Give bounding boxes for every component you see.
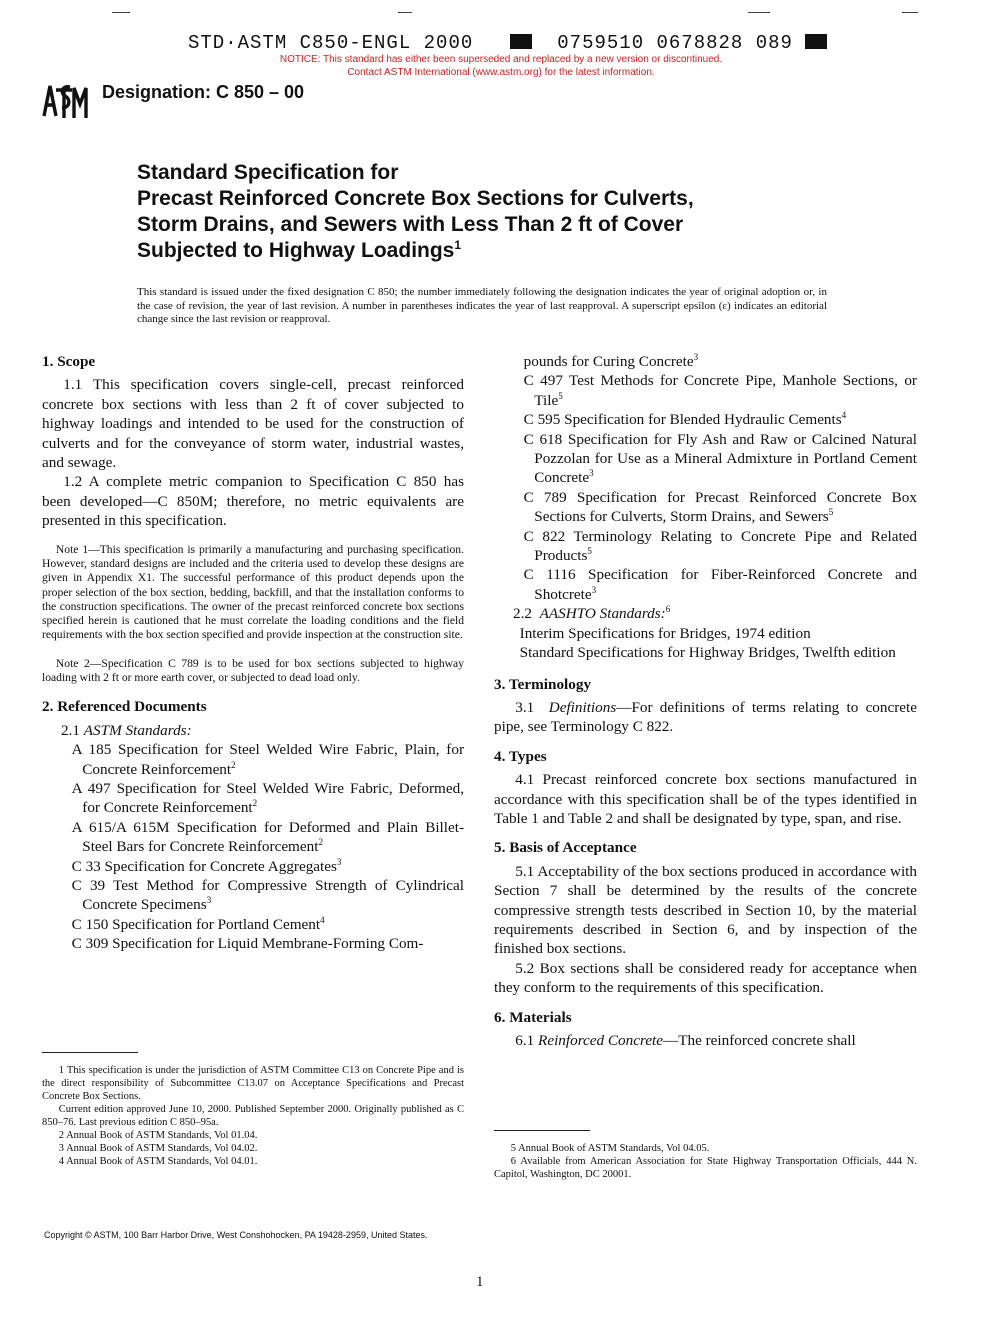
footnote-mark: 5 bbox=[828, 507, 834, 518]
section-heading: 1. Scope bbox=[42, 353, 96, 370]
footnote: 2 Annual Book of ASTM Standards, Vol 01.04. bbox=[58, 1130, 258, 1141]
footnote-mark: 3 bbox=[591, 584, 597, 595]
reference-item bbox=[513, 488, 917, 527]
footnote-mark: 3 bbox=[336, 856, 342, 867]
subsection-title: ASTM Standards: bbox=[83, 721, 192, 739]
footnote-mark: 5 bbox=[558, 390, 563, 401]
right-column bbox=[494, 352, 917, 1050]
paragraph-text: —For definitions of terms relating to concrete pipe, see Terminology C 822. bbox=[494, 698, 917, 736]
section-heading: 2. Referenced Documents bbox=[42, 698, 207, 716]
subsection-title: AASHTO Standards: bbox=[539, 605, 666, 623]
reference-text: C 789 Specification for Precast Reinforced Concrete Box Sections for Culverts, Storm Drains, and Sewers bbox=[523, 488, 917, 526]
paragraph: 1.2 A complete metric companion to Specification C 850 has been developed—C 850M; therefore, no metric equivalents are presented in this specification. bbox=[42, 473, 464, 530]
footnote-mark: 3 bbox=[693, 352, 699, 362]
section-heading: 5. Basis of Acceptance bbox=[494, 839, 637, 857]
footnote-mark: 3 bbox=[589, 468, 594, 479]
footnote: 6 Available from American Association for State Highway Transportation Officials, 444 N. Capitol, Washington, DC 20001. bbox=[494, 1156, 917, 1180]
scan-mark bbox=[398, 12, 412, 13]
paragraph bbox=[494, 1031, 917, 1050]
paragraph: 5.2 Box sections shall be considered ready for acceptance when they conform to the requirements of this specification. bbox=[494, 959, 917, 997]
reference-item bbox=[61, 818, 464, 857]
reference-item bbox=[513, 430, 917, 488]
footnote: 1 This specification is under the jurisdiction of ASTM Committee C13 on Concrete Pipe and is the direct responsibility of Subcommittee C13.07 on Acceptance Specifications and Precast Concrete Box Sections. bbox=[42, 1065, 464, 1102]
section-heading: 3. Terminology bbox=[494, 675, 592, 693]
reference-item bbox=[61, 779, 464, 818]
section-heading: 4. Types bbox=[494, 747, 547, 765]
reference-item bbox=[61, 740, 464, 779]
paragraph: 4.1 Precast reinforced concrete box sections manufactured in accordance with this specification shall be of the types identified in Table 1 and Table 2 and shall be designated by type, span, and rise. bbox=[494, 771, 917, 827]
footnote-rule bbox=[494, 1130, 590, 1131]
reference-text: A 615/A 615M Specification for Deformed and Plain Billet-Steel Bars for Concrete Reinforcement bbox=[71, 818, 464, 856]
reference-item bbox=[61, 857, 464, 876]
footnotes-right bbox=[494, 1142, 917, 1181]
subsection-heading bbox=[513, 604, 917, 623]
footnote: Current edition approved June 10, 2000. Published September 2000. Originally published as C 850–76. Last previous edition C 850–95a. bbox=[42, 1104, 464, 1128]
black-bar bbox=[510, 34, 532, 49]
footnote-mark: 6 bbox=[665, 604, 671, 615]
reference-text: A 497 Specification for Steel Welded Wire Fabric, Deformed, for Concrete Reinforcement bbox=[71, 779, 464, 817]
footnote-mark: 5 bbox=[587, 546, 592, 557]
reference-text: C 309 Specification for Liquid Membrane-Forming Com- bbox=[71, 935, 424, 953]
footnotes-left bbox=[42, 1064, 464, 1168]
black-bar bbox=[805, 34, 827, 49]
paragraph: 1.1 This specification covers single-cell, precast reinforced concrete box sections with less than 2 ft of cover subjected to highway loadings and intended to be used for the construction of culverts and for the conveyance of storm water, industrial wastes, and sewage. bbox=[42, 376, 464, 472]
subsection-number: 2.2 bbox=[513, 605, 532, 623]
reference-item bbox=[513, 410, 917, 429]
reference-item bbox=[61, 915, 464, 934]
title-line bbox=[137, 238, 837, 264]
defined-term: Definitions bbox=[548, 698, 617, 716]
page-number: 1 bbox=[476, 1274, 484, 1290]
reference-list bbox=[494, 352, 917, 604]
reference-text: C 822 Terminology Relating to Concrete Pipe and Related Products bbox=[523, 527, 917, 565]
document-title bbox=[137, 160, 837, 264]
intro-paragraph: This standard is issued under the fixed designation C 850; the number immediately following the designation indicates the year of original adoption or, in the case of revision, the year of last revision. A number in parentheses indicates the year of last reapproval. A superscript epsilon (ε) indicates an editorial change since the last revision or reapproval. bbox=[137, 286, 827, 325]
paragraph: 5.1 Acceptability of the box sections produced in accordance with Section 7 shall be determined by the results of the concrete compressive strength tests described in Section 10, by the material requirements described in Section 6, and by inspection of the finished box sections. bbox=[494, 862, 917, 958]
subsection-heading bbox=[61, 721, 464, 740]
std-code: 0759510 0678828 089 bbox=[557, 32, 793, 54]
reference-text: C 497 Test Methods for Concrete Pipe, Manhole Sections, or Tile bbox=[523, 372, 917, 409]
reference-item bbox=[513, 352, 917, 371]
designation: Designation: C 850 – 00 bbox=[102, 82, 305, 102]
footnote-mark: 4 bbox=[320, 914, 325, 925]
footnote-mark: 4 bbox=[841, 410, 847, 421]
reference-item bbox=[61, 934, 464, 953]
title-line: Standard Specification for bbox=[137, 161, 399, 184]
standard-header-line bbox=[188, 32, 827, 54]
reference-item bbox=[513, 371, 917, 410]
footnote-mark: 3 bbox=[206, 895, 212, 906]
footnote-mark: 2 bbox=[318, 837, 323, 848]
notice-line-2: Contact ASTM International (www.astm.org) for the latest information. bbox=[347, 67, 655, 78]
title-footnote-mark: 1 bbox=[454, 238, 462, 252]
copyright-line: Copyright © ASTM, 100 Barr Harbor Drive, West Conshohocken, PA 19428-2959, United States. bbox=[44, 1230, 428, 1240]
title-line: Storm Drains, and Sewers with Less Than 2 ft of Cover bbox=[137, 213, 684, 236]
footnote-rule bbox=[42, 1052, 138, 1053]
reference-text: C 1116 Specification for Fiber-Reinforced Concrete and Shotcrete bbox=[523, 566, 917, 603]
reference-text: C 150 Specification for Portland Cement bbox=[71, 915, 321, 933]
paragraph bbox=[494, 698, 917, 737]
astm-logo-icon bbox=[40, 78, 88, 122]
reference-text: C 618 Specification for Fly Ash and Raw or Calcined Natural Pozzolan for Use as a Mineral Admixture in Portland Cement Concrete bbox=[523, 430, 917, 487]
paragraph-text: —The reinforced concrete shall bbox=[663, 1032, 856, 1049]
reference-item bbox=[513, 527, 917, 566]
section-heading: 6. Materials bbox=[494, 1008, 572, 1026]
title-line: Precast Reinforced Concrete Box Sections for Culverts, bbox=[137, 187, 694, 210]
reference-text: C 33 Specification for Concrete Aggregates bbox=[71, 857, 337, 875]
list-item: Standard Specifications for Highway Bridges, Twelfth edition bbox=[519, 644, 896, 662]
reference-text: C 39 Test Method for Compressive Strength of Cylindrical Concrete Specimens bbox=[71, 876, 464, 914]
footnote: 3 Annual Book of ASTM Standards, Vol 04.02. bbox=[58, 1143, 258, 1154]
notice-line-1: NOTICE: This standard has either been superseded and replaced by a new version or discontinued. bbox=[279, 54, 723, 65]
scan-mark bbox=[902, 12, 918, 13]
reference-item bbox=[513, 565, 917, 604]
subsection-number: 2.1 bbox=[61, 721, 80, 739]
footnote: 5 Annual Book of ASTM Standards, Vol 04.05. bbox=[510, 1143, 710, 1154]
footnote-mark: 2 bbox=[252, 798, 258, 809]
note: Note 1—This specification is primarily a manufacturing and purchasing specification. However, standard designs are included and the criteria used to develop these designs are given in Appendix X1. The successful performance of this product depends upon the proper selection of the box section, bedding, backfill, and that the installation conforms to the construction specifications. The owner of the precast reinforced concrete box sections specified herein is cautioned that he must correlate the loading conditions and the field requirements with the box section specified and provide inspection at the construction site. bbox=[42, 542, 464, 642]
reference-text: C 595 Specification for Blended Hydraulic Cements bbox=[523, 411, 842, 429]
defined-term: Reinforced Concrete bbox=[538, 1032, 664, 1049]
left-column bbox=[42, 352, 464, 954]
paragraph-number: 6.1 bbox=[515, 1032, 535, 1049]
reference-list bbox=[42, 740, 464, 953]
reference-item bbox=[61, 876, 464, 915]
list-item: Interim Specifications for Bridges, 1974 edition bbox=[519, 624, 811, 642]
note: Note 2—Specification C 789 is to be used for box sections subjected to highway loading with 2 ft or more earth cover, or subjected to dead load only. bbox=[42, 656, 464, 685]
title-text: Subjected to Highway Loadings bbox=[137, 239, 455, 262]
reference-text: pounds for Curing Concrete bbox=[523, 353, 694, 370]
paragraph-number: 3.1 bbox=[515, 698, 535, 716]
reference-text: A 185 Specification for Steel Welded Wire Fabric, Plain, for Concrete Reinforcement bbox=[71, 741, 464, 778]
footnote: 4 Annual Book of ASTM Standards, Vol 04.01. bbox=[58, 1156, 258, 1167]
scan-mark bbox=[748, 12, 770, 13]
footnote-mark: 2 bbox=[231, 759, 236, 770]
scan-mark bbox=[112, 12, 130, 13]
std-line-text: STD·ASTM C850-ENGL 2000 bbox=[188, 32, 474, 54]
